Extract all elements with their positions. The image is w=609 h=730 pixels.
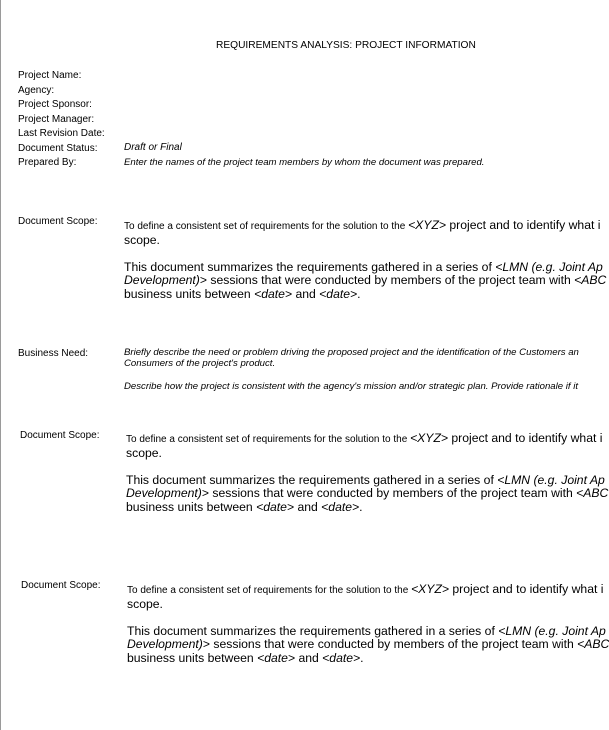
business-need-line1: Briefly describe the need or problem driving the proposed project and the identification of the Customers an [124, 347, 579, 358]
business-need-label: Business Need: [18, 348, 89, 359]
scope-paragraph-2 [127, 624, 609, 665]
document-scope-label: Document Scope: [21, 580, 101, 591]
scope-paragraph-1-line2: scope. [127, 597, 163, 611]
sessions-text: > sessions that were conducted by members of the project team with [202, 637, 578, 652]
document-status-value: Draft or Final [124, 142, 182, 153]
summary-text: This document summarizes the requirements gathered in a series of [124, 260, 496, 274]
and-text: and [292, 286, 320, 301]
label-project-sponsor: Project Sponsor: [18, 99, 92, 110]
sessions-text: > sessions that were conducted by members of the project team with [201, 486, 577, 501]
scope-lead-text: To define a consistent set of requirements for the solution to the [127, 585, 412, 596]
scope-placeholder-xyz: <XYZ> [408, 218, 446, 232]
scope-lead-text: To define a consistent set of requirements for the solution to the [124, 221, 409, 232]
scope-paragraph-1 [124, 218, 601, 233]
scope-paragraph-1 [126, 431, 603, 446]
business-units-text: business units between [127, 650, 258, 665]
label-prepared-by: Prepared By: [18, 157, 77, 168]
scope-placeholder-xyz: <XYZ> [411, 582, 449, 596]
placeholder-date-2: <date> [319, 286, 358, 301]
business-units-text: business units between [126, 499, 257, 514]
placeholder-lmn: <LMN (e.g. Joint Ap [495, 260, 603, 274]
placeholder-date-2: <date> [321, 499, 360, 514]
page-left-border [0, 0, 1, 730]
label-agency: Agency: [18, 85, 55, 96]
label-project-name: Project Name: [18, 70, 82, 81]
business-units-text: business units between [124, 286, 255, 301]
placeholder-date-2: <date> [322, 650, 361, 665]
placeholder-abc: <ABC [574, 273, 607, 288]
placeholder-development: Development) [127, 637, 203, 652]
label-document-status: Document Status: [18, 143, 98, 154]
scope-lead-text: To define a consistent set of requirements for the solution to the [126, 434, 411, 445]
scope-paragraph-1-line2: scope. [126, 446, 162, 460]
period-text: . [359, 499, 363, 514]
scope-tail-text: project and to identify what i [448, 431, 603, 445]
business-need-paragraph-2: Describe how the project is consistent with the agency's mission and/or strategic plan. Provide rationale if it [124, 381, 579, 392]
placeholder-abc: <ABC [577, 637, 609, 652]
scope-paragraph-2 [124, 260, 607, 301]
placeholder-development: Development) [124, 273, 200, 288]
sessions-text: > sessions that were conducted by members of the project team with [199, 273, 575, 288]
placeholder-date-1: <date> [257, 650, 296, 665]
period-text: . [360, 650, 364, 665]
document-scope-label: Document Scope: [20, 430, 100, 441]
summary-text: This document summarizes the requirements gathered in a series of [127, 624, 499, 638]
placeholder-development: Development) [126, 486, 202, 501]
business-need-line2: Consumers of the project's product. [124, 358, 276, 369]
label-project-manager: Project Manager: [18, 114, 95, 125]
scope-paragraph-1-line2: scope. [124, 233, 160, 247]
page-title: REQUIREMENTS ANALYSIS: PROJECT INFORMATION [216, 40, 476, 51]
placeholder-date-1: <date> [254, 286, 293, 301]
summary-text: This document summarizes the requirements gathered in a series of [126, 473, 498, 487]
period-text: . [357, 286, 361, 301]
scope-tail-text: project and to identify what i [446, 218, 601, 232]
and-text: and [294, 499, 322, 514]
scope-paragraph-1 [127, 582, 604, 597]
prepared-by-value: Enter the names of the project team members by whom the document was prepared. [124, 157, 485, 168]
label-last-revision-date: Last Revision Date: [18, 128, 105, 139]
and-text: and [295, 650, 323, 665]
placeholder-lmn: <LMN (e.g. Joint Ap [498, 624, 606, 638]
scope-tail-text: project and to identify what i [449, 582, 604, 596]
document-scope-label: Document Scope: [18, 216, 98, 227]
placeholder-lmn: <LMN (e.g. Joint Ap [497, 473, 605, 487]
placeholder-date-1: <date> [256, 499, 295, 514]
scope-paragraph-2 [126, 473, 609, 514]
scope-placeholder-xyz: <XYZ> [410, 431, 448, 445]
placeholder-abc: <ABC [576, 486, 609, 501]
